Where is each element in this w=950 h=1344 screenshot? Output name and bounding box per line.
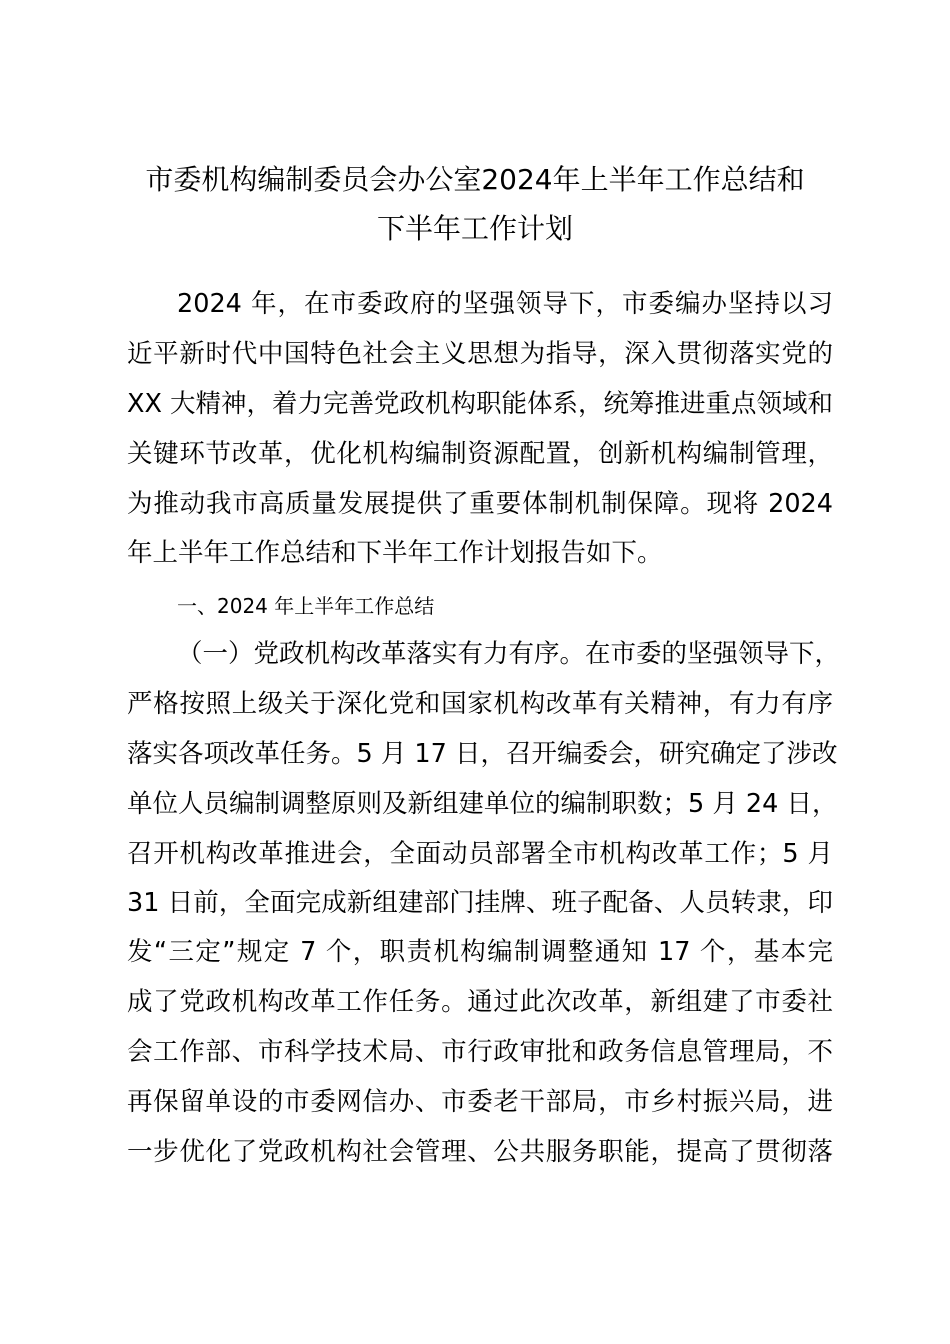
document-title-line-2: 下半年工作计划 — [376, 212, 573, 245]
para1-line-2: 严格按照上级关于深化党和国家机构改革有关精神，有力有序 — [127, 689, 833, 719]
intro-line-3: XX 大精神，着力完善党政机构职能体系，统筹推进重点领域和 — [127, 389, 834, 419]
para1-line-5: 召开机构改革推进会，全面动员部署全市机构改革工作；5 月 — [127, 839, 833, 869]
para1-line-4: 单位人员编制调整原则及新组建单位的编制职数；5 月 24 日， — [127, 789, 838, 819]
intro-line-2: 近平新时代中国特色社会主义思想为指导，深入贯彻落实党的 — [127, 339, 833, 369]
para1-line-8: 成了党政机构改革工作任务。通过此次改革，新组建了市委社 — [127, 987, 833, 1017]
para1-line-1: （一）党政机构改革落实有力有序。在市委的坚强领导下， — [177, 639, 841, 669]
intro-line-1: 2024 年，在市委政府的坚强领导下，市委编办坚持以习 — [177, 289, 833, 319]
para1-line-3: 落实各项改革任务。5 月 17 日，召开编委会，研究确定了涉改 — [127, 739, 838, 769]
para1-line-9: 会工作部、市科学技术局、市行政审批和政务信息管理局，不 — [127, 1037, 833, 1067]
para1-line-11: 一步优化了党政机构社会管理、公共服务职能，提高了贯彻落 — [127, 1137, 833, 1167]
intro-line-6: 年上半年工作总结和下半年工作计划报告如下。 — [127, 538, 663, 568]
para1-line-6: 31 日前，全面完成新组建部门挂牌、班子配备、人员转隶，印 — [127, 888, 833, 918]
section-heading-1: 一、2024 年上半年工作总结 — [177, 594, 435, 618]
para1-line-10: 再保留单设的市委网信办、市委老干部局，市乡村振兴局，进 — [127, 1087, 833, 1117]
intro-line-4: 关键环节改革，优化机构编制资源配置，创新机构编制管理， — [127, 439, 833, 469]
para1-line-7: 发“三定”规定 7 个，职责机构编制调整通知 17 个，基本完 — [127, 937, 833, 967]
document-title-line-1: 市委机构编制委员会办公室2024年上半年工作总结和 — [145, 163, 805, 196]
intro-line-5: 为推动我市高质量发展提供了重要体制机制保障。现将 2024 — [127, 489, 833, 519]
